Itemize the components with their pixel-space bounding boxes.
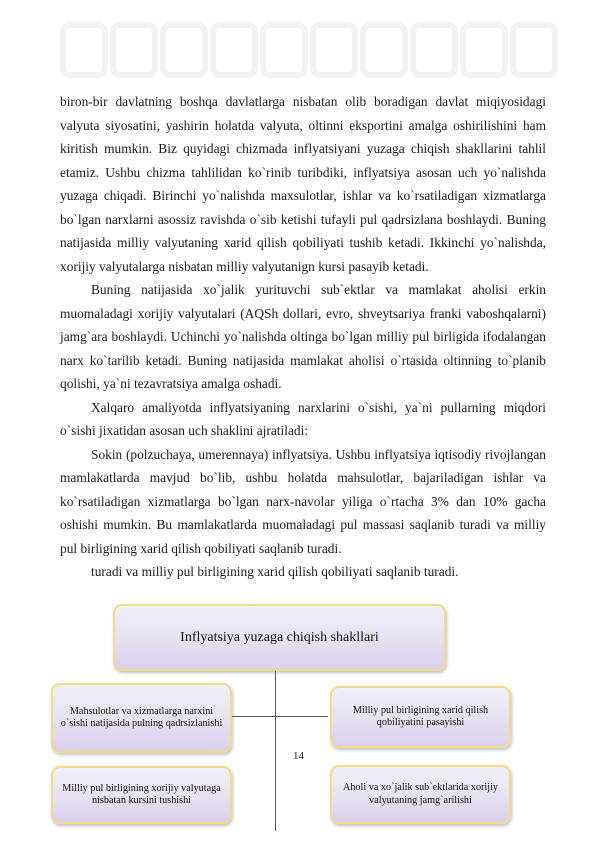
paragraph-5: turadi va milliy pul birligining xarid qilish qobiliyati saqlanib turadi. [91,564,459,579]
diagram-box-price-growth: Mahsulotlar va xizmatlarga narxini o`sishi natijasida pulning qadrsizlanishi [51,683,232,753]
diagram-box-exchange-rate: Milliy pul birligining xorijiy valyutaga nisbatan kursini tushishi [51,766,232,824]
body-text [60,90,546,584]
connector-vertical [275,671,276,831]
watermark [0,0,595,80]
page-number: 14 [293,750,304,762]
paragraph-4: Sokin (polzuchaya, umerennaya) inflyatsiya. Ushbu inflyatsiya iqtisodiy rivojlangan mamlakatlarda mavjud bo`lib, ushbu holatda mahsulotlar, bajariladigan ishlar va ko`rsatiladigan xizmatlarga bo`lgan narx-navolar yiliga o`rtacha 3% dan 10% gacha oshishi mumkin. Bu mamlakatlarda muomaladagi pul massasi saqlanib turadi va milliy pul birligining xarid qilish qobiliyati saqlanib turadi. [60,446,546,556]
diagram-box-currency-savings: Aholi va xo`jalik sub`ektlarida xorijiy valyutaning jamg`arilishi [330,765,511,824]
diagram-box-purchasing-power: Milliy pul birligining xarid qilish qobiliyatini pasayishi [330,686,511,748]
paragraph-3: Xalqaro amaliyotda inflyatsiyaning narxlarini o`sishi, ya`ni pullarning miqdori o`sishi jixatidan asosan uch shaklini ajratiladi: [60,399,546,438]
paragraph-2: Buning natijasida xo`jalik yurituvchi sub`ektlar va mamlakat aholisi erkin muomaladagi xorijiy valyutalari (AQSh dollari, evro, shveytsariya franki vaboshqalarni) jamg`ara boshlaydi. Uchinchi yo`nalishda oltinga bo`lgan milliy pul birligida ifodalangan narx ko`tarilib ketadi. Buning natijasida mamlakat aholisi o`rtasida oltinning to`planib qolishi, ya`ni tezavratsiya amalga oshadi. [60,282,546,391]
diagram-title-box: Inflyatsiya yuzaga chiqish shakllari [113,604,446,671]
paragraph-1: biron-bir davlatning boshqa davlatlarga nisbatan olib boradigan davlat miqiyosidagi valyuta siyosatini, yashirin holatda valyuta, oltinni eksportini amalga oshirilishini ham kiritish mumkin. Biz quyidagi chizmada inflyatsiyani yuzaga chiqish shakllarini tahlil etamiz. Ushbu chizma tahlilidan ko`rinib turibdiki, inflyatsiya asosan uch yo`nalishda yuzaga chiqadi. Birinchi yo`nalishda maxsulotlar, ishlar va ko`rsatiladigan xizmatlarga bo`lgan narxlarni asossiz ravishda o`sib ketishi tufayli pul qadrsizlana boshlaydi. Buning natijasida milliy valyutaning xarid qilish qobiliyati tushib ketadi. Ikkinchi yo`nalishda, xorijiy valyutalarga nisbatan milliy valyutanign kursi pasayib ketadi. [60,94,546,274]
connector-horizontal [230,716,328,717]
